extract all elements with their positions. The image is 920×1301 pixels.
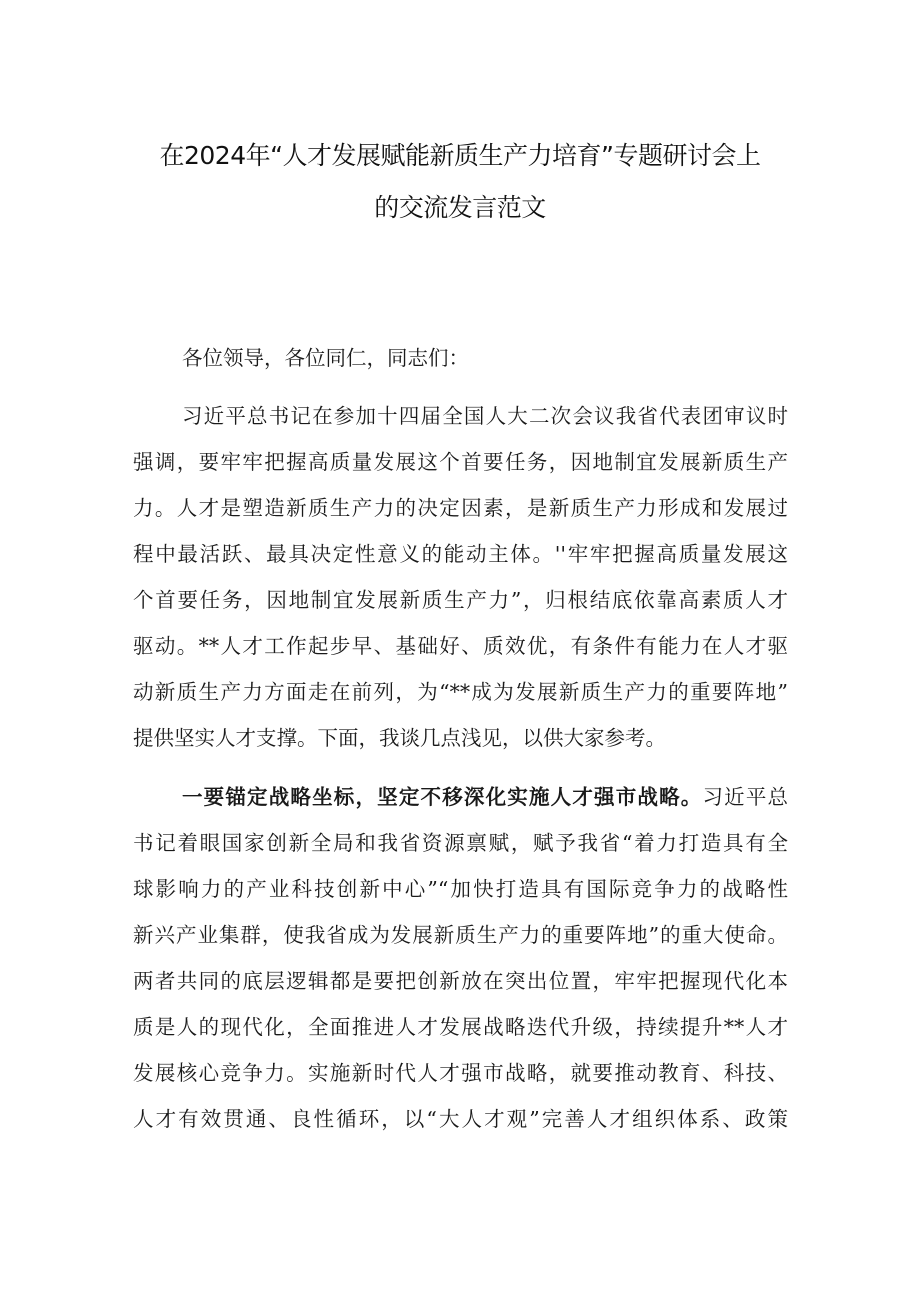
paragraph-2-line: 新兴产业集群，使我省成为发展新质生产力的重要阵地”的重大使命。: [133, 923, 788, 947]
document-title-line-2: 的交流发言范文: [374, 193, 546, 222]
paragraph-1-line: 强调，要牢牢把握高质量发展这个首要任务，因地制宜发展新质生产: [133, 450, 788, 474]
paragraph-2-first-line: [182, 784, 788, 810]
paragraph-1-line: 力。人才是塑造新质生产力的决定因素，是新质生产力形成和发展过: [133, 496, 788, 520]
paragraph-1-line: 驱动。**人才工作起步早、基础好、质效优，有条件有能力在人才驱: [133, 634, 788, 658]
paragraph-2-line: 书记着眼国家创新全局和我省资源禀赋，赋予我省“着力打造具有全: [133, 831, 788, 855]
paragraph-2-line: 人才有效贯通、良性循环，以“大人才观”完善人才组织体系、政策: [133, 1107, 788, 1131]
salutation: 各位领导，各位同仁，同志们：: [182, 346, 469, 370]
paragraph-2-line: 球影响力的产业科技创新中心”“加快打造具有国际竞争力的战略性: [133, 877, 788, 901]
paragraph-2-first-line-rest: 习近平总: [702, 785, 789, 809]
paragraph-2-line: 质是人的现代化，全面推进人才发展战略迭代升级，持续提升**人才: [133, 1015, 788, 1039]
paragraph-1-line: 个首要任务，因地制宜发展新质生产力”，归根结底依靠高素质人才: [133, 588, 788, 612]
paragraph-1-line: 程中最活跃、最具决定性意义的能动主体。''牢牢把握高质量发展这: [133, 542, 788, 566]
paragraph-1-line: 习近平总书记在参加十四届全国人大二次会议我省代表团审议时: [182, 404, 788, 428]
paragraph-2-line: 发展核心竞争力。实施新时代人才强市战略，就要推动教育、科技、: [133, 1061, 788, 1085]
section-heading: 一要锚定战略坐标，坚定不移深化实施人才强市战略。: [182, 785, 703, 809]
paragraph-1-line: 提供坚实人才支撑。下面，我谈几点浅见，以供大家参考。: [133, 726, 666, 750]
paragraph-2-line: 两者共同的底层逻辑都是要把创新放在突出位置，牢牢把握现代化本: [133, 969, 788, 993]
document-title-line-1: 在2024年“人才发展赋能新质生产力培育”专题研讨会上: [159, 141, 761, 170]
paragraph-1-line: 动新质生产力方面走在前列，为“**成为发展新质生产力的重要阵地”: [133, 680, 788, 704]
